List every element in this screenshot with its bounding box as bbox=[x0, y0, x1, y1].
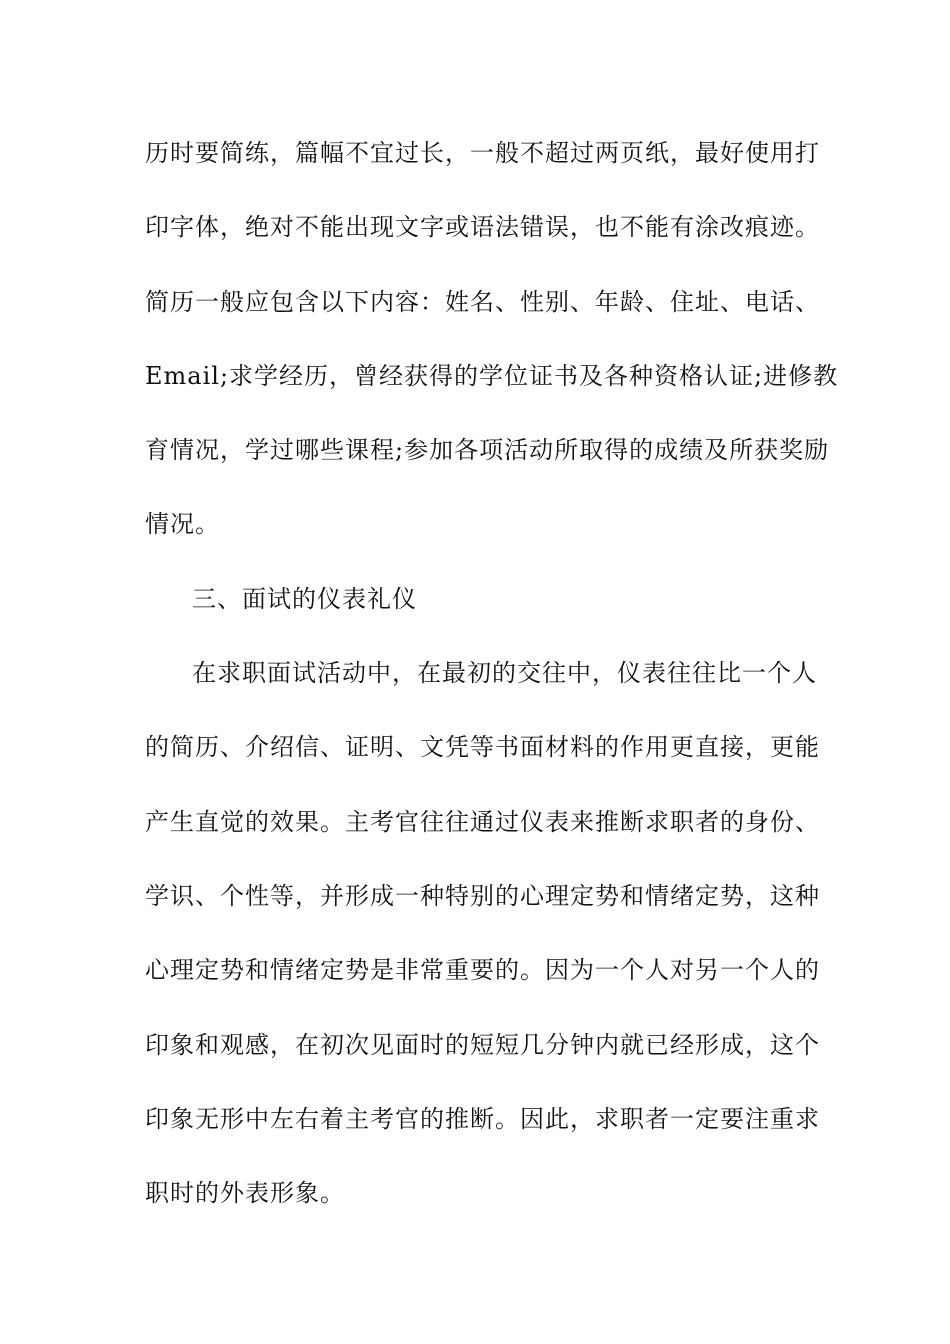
paragraph-line: 印字体，绝对不能出现文字或语法错误，也不能有涂改痕迹。 bbox=[145, 213, 820, 241]
paragraph-line: 印象无形中左右着主考官的推断。因此，求职者一定要注重求 bbox=[145, 1105, 820, 1133]
paragraph-line: 心理定势和情绪定势是非常重要的。因为一个人对另一个人的 bbox=[145, 956, 820, 984]
paragraph-line: 简历一般应包含以下内容：姓名、性别、年龄、住址、电话、 bbox=[145, 288, 820, 316]
paragraph-line: 历时要简练，篇幅不宜过长，一般不超过两页纸，最好使用打 bbox=[145, 139, 820, 167]
paragraph-line: 印象和观感，在初次见面时的短短几分钟内就已经形成，这个 bbox=[145, 1031, 820, 1059]
paragraph-line: 情况。 bbox=[145, 510, 220, 538]
paragraph-line: 学识、个性等，并形成一种特别的心理定势和情绪定势，这种 bbox=[145, 882, 820, 910]
section-heading: 三、面试的仪表礼仪 bbox=[192, 585, 417, 613]
paragraph-line: 育情况，学过哪些课程;参加各项活动所取得的成绩及所获奖励 bbox=[145, 436, 830, 464]
paragraph-line: 的简历、介绍信、证明、文凭等书面材料的作用更直接，更能 bbox=[145, 733, 820, 761]
paragraph-line: 在求职面试活动中，在最初的交往中，仪表往往比一个人 bbox=[192, 659, 817, 687]
paragraph-line: Email;求学经历，曾经获得的学位证书及各种资格认证;进修教 bbox=[145, 362, 839, 390]
paragraph-line: 职时的外表形象。 bbox=[145, 1179, 345, 1207]
paragraph-line: 产生直觉的效果。主考官往往通过仪表来推断求职者的身份、 bbox=[145, 808, 820, 836]
